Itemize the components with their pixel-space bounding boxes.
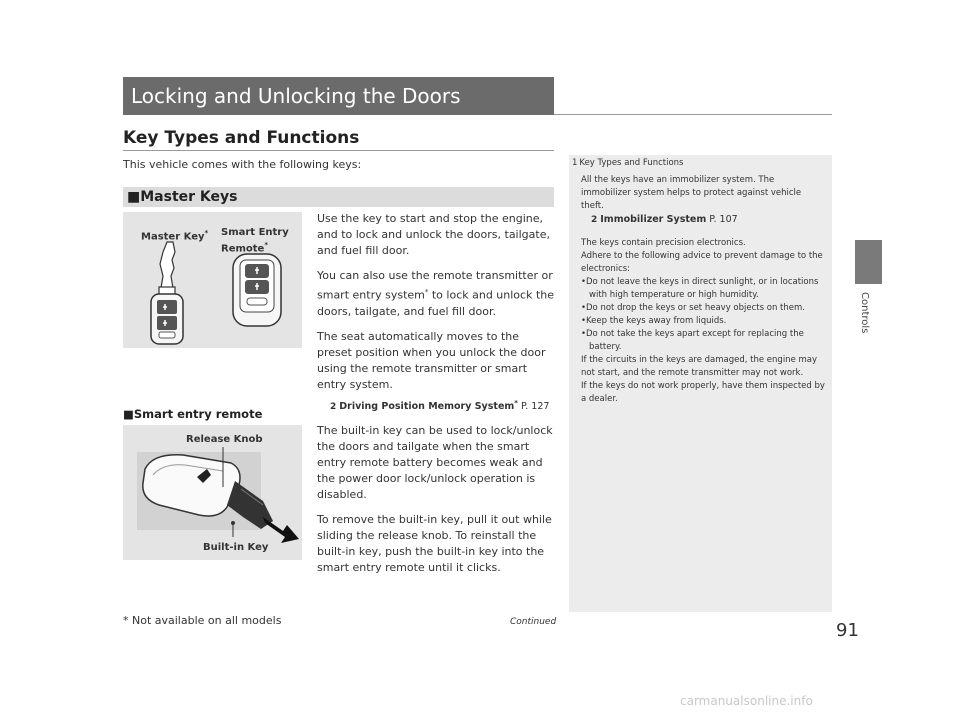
smart-entry-para-2: To remove the built-in key, pull it out while sliding the release knob. To reinstall the built-in key, push the built-in key into the smart entry remote until it clicks.: [317, 513, 552, 574]
intro-text: This vehicle comes with the following keys:: [123, 158, 362, 171]
master-keys-para-3: The seat automatically moves to the preset position when you unlock the door using the remote transmitter or smart entry system.: [317, 329, 546, 391]
smart-entry-para-1: The built-in key can be used to lock/unlock the doors and tailgate when the smart entry remote battery becomes weak and the power door lock/unlock operation is disabled.: [317, 424, 553, 501]
sidebar-bullet: •Do not leave the keys in direct sunlight, or in locations with high temperature or high humidity.: [581, 277, 819, 300]
xref-arrow-icon: 2: [591, 215, 598, 225]
sidebar-para-2: The keys contain precision electronics.: [581, 238, 746, 248]
master-keys-para-2: You can also use the remote transmitter or smart entry system* to lock and unlock the doors, tailgate, and fuel fill door.: [317, 269, 554, 318]
smart-entry-label: Smart Entry: [221, 227, 289, 238]
remote-label: Remote*: [221, 241, 269, 255]
driving-position-xref[interactable]: 2 Driving Position Memory System* P. 127: [330, 398, 550, 412]
page-heading: Key Types and Functions: [123, 128, 360, 148]
master-keys-subheading: ■Master Keys: [123, 187, 554, 207]
master-keys-text: [317, 211, 554, 415]
xref-arrow-icon: 2: [330, 401, 337, 412]
section-tab-label: Controls: [859, 292, 870, 334]
sidebar-para-4: If the circuits in the keys are damaged, the engine may not start, and the remote transmitter may not work.: [581, 355, 818, 378]
keys-illustration: [123, 212, 302, 348]
section-tab: [855, 240, 882, 284]
sidebar-para-5: If the keys do not work properly, have them inspected by a dealer.: [581, 381, 825, 404]
sidebar-bullet: •Do not take the keys apart except for replacing the battery.: [581, 329, 804, 352]
sidebar-body: [581, 174, 826, 406]
sidebar-para-1: All the keys have an immobilizer system. The immobilizer system helps to protect against vehicle theft.: [581, 175, 802, 211]
banner-rule: [554, 114, 832, 115]
immobilizer-xref[interactable]: 2 Immobilizer System P. 107: [591, 214, 738, 225]
page-number: 91: [836, 620, 859, 641]
smart-remote-illustration: [123, 425, 302, 560]
heading-rule: [123, 150, 554, 151]
sidebar-bullet: •Do not drop the keys or set heavy objects on them.: [581, 303, 805, 313]
release-knob-label: Release Knob: [186, 434, 263, 445]
continued-label: Continued: [510, 617, 557, 627]
smart-entry-subheading: ■Smart entry remote: [123, 407, 263, 421]
master-keys-para-1: Use the key to start and stop the engine, and to lock and unlock the doors, tailgate, and fuel fill door.: [317, 212, 550, 257]
section-title-banner: [123, 77, 554, 115]
smart-entry-text: [317, 423, 554, 585]
section-title: Locking and Unlocking the Doors: [131, 84, 461, 108]
footnote: * Not available on all models: [123, 614, 282, 627]
sidebar-bullet: •Keep the keys away from liquids.: [581, 316, 727, 326]
smart-entry-figure: [123, 425, 302, 560]
master-key-label: Master Key*: [141, 229, 209, 243]
watermark: carmanualsonline.info: [680, 694, 813, 708]
builtin-key-label: Built-in Key: [203, 542, 269, 553]
master-keys-figure: [123, 212, 302, 348]
sidebar-heading: 1 Key Types and Functions: [572, 158, 684, 168]
sidebar-para-3: Adhere to the following advice to prevent damage to the electronics:: [581, 251, 823, 274]
